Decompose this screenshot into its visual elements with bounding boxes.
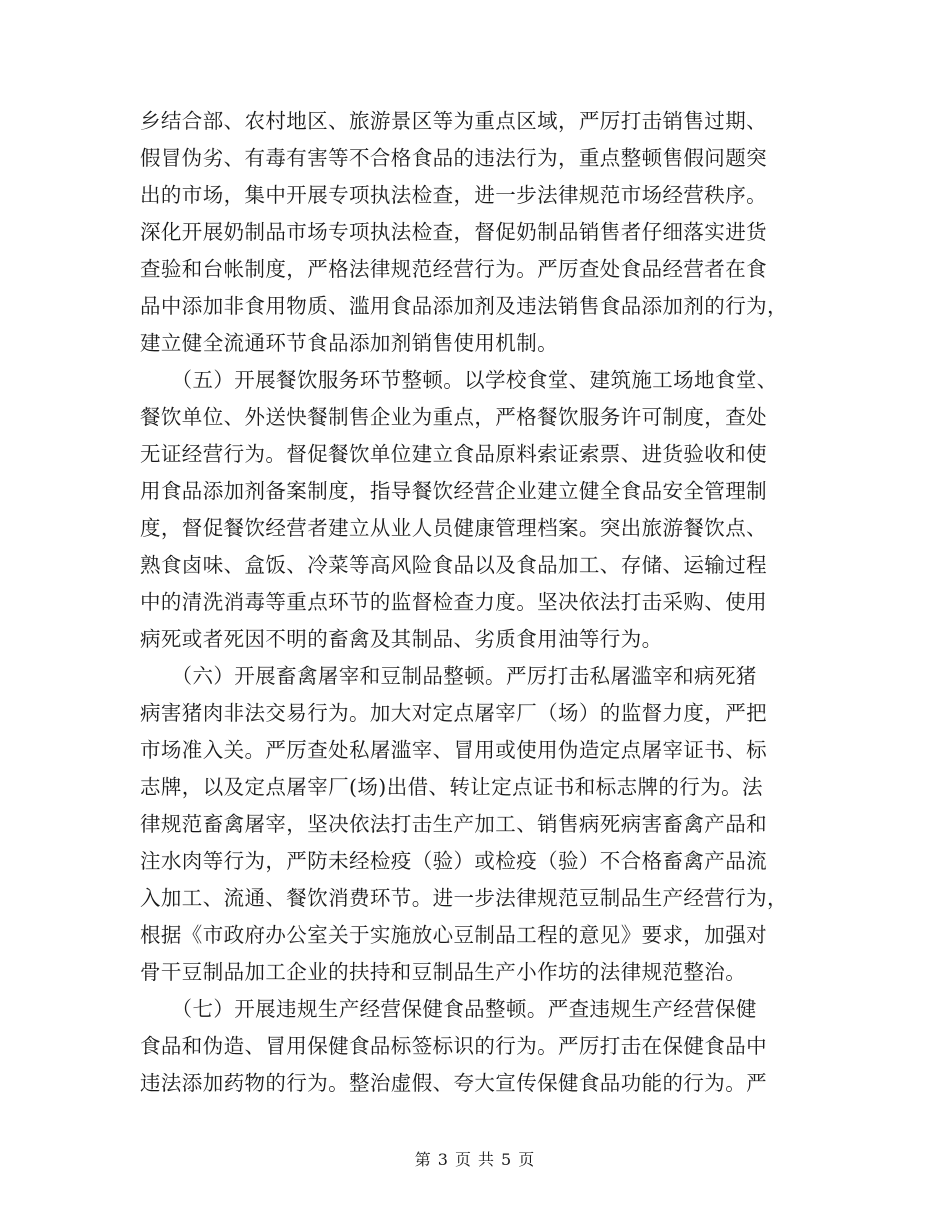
text-line: 品中添加非食用物质、滥用食品添加剂及违法销售食品添加剂的行为， xyxy=(140,294,788,318)
text-line: 餐饮单位、外送快餐制售企业为重点，严格餐饮服务许可制度，查处 xyxy=(140,405,767,429)
text-line: 入加工、流通、餐饮消费环节。进一步法律规范豆制品生产经营行为， xyxy=(140,886,788,910)
text-line: 用食品添加剂备案制度，指导餐饮经营企业建立健全食品安全管理制 xyxy=(140,479,767,503)
text-line: 熟食卤味、盒饭、冷菜等高风险食品以及食品加工、存储、运输过程 xyxy=(140,553,767,577)
total-page-count: 5 xyxy=(501,1150,513,1169)
page-footer xyxy=(0,1147,950,1170)
footer-suffix: 页 xyxy=(518,1150,536,1169)
text-line: 乡结合部、农村地区、旅游景区等为重点区域，严厉打击销售过期、 xyxy=(140,109,767,133)
text-line: 建立健全流通环节食品添加剂销售使用机制。 xyxy=(140,331,558,355)
text-line: 注水肉等行为，严防未经检疫（验）或检疫（验）不合格畜禽产品流 xyxy=(140,849,767,873)
text-line: 市场准入关。严厉查处私屠滥宰、冒用或使用伪造定点屠宰证书、标 xyxy=(140,738,767,762)
text-line: 假冒伪劣、有毒有害等不合格食品的违法行为，重点整顿售假问题突 xyxy=(140,146,767,170)
current-page-number: 3 xyxy=(437,1150,449,1169)
text-line: （六）开展畜禽屠宰和豆制品整顿。严厉打击私屠滥宰和病死猪 xyxy=(140,664,757,688)
document-body xyxy=(140,103,820,1102)
text-line: 无证经营行为。督促餐饮单位建立食品原料索证索票、进货验收和使 xyxy=(140,442,767,466)
text-line: 中的清洗消毒等重点环节的监督检查力度。坚决依法打击采购、使用 xyxy=(140,590,767,614)
text-line: 病害猪肉非法交易行为。加大对定点屠宰厂（场）的监督力度，严把 xyxy=(140,701,767,725)
text-line: 出的市场，集中开展专项执法检查，进一步法律规范市场经营秩序。 xyxy=(140,183,767,207)
text-line: 食品和伪造、冒用保健食品标签标识的行为。严厉打击在保健食品中 xyxy=(140,1034,767,1058)
text-line: 深化开展奶制品市场专项执法检查，督促奶制品销售者仔细落实进货 xyxy=(140,220,767,244)
text-line: 查验和台帐制度，严格法律规范经营行为。严厉查处食品经营者在食 xyxy=(140,257,767,281)
text-line: 骨干豆制品加工企业的扶持和豆制品生产小作坊的法律规范整治。 xyxy=(140,960,747,984)
text-line: 律规范畜禽屠宰，坚决依法打击生产加工、销售病死病害畜禽产品和 xyxy=(140,812,767,836)
footer-middle: 页 共 xyxy=(454,1150,496,1169)
footer-prefix: 第 xyxy=(414,1150,432,1169)
text-line: 度，督促餐饮经营者建立从业人员健康管理档案。突出旅游餐饮点、 xyxy=(140,516,767,540)
text-line: （七）开展违规生产经营保健食品整顿。严查违规生产经营保健 xyxy=(140,997,757,1021)
text-line: 根据《市政府办公室关于实施放心豆制品工程的意见》要求，加强对 xyxy=(140,923,767,947)
text-line: 病死或者死因不明的畜禽及其制品、劣质食用油等行为。 xyxy=(140,627,663,651)
text-line: 志牌，以及定点屠宰厂(场)出借、转让定点证书和标志牌的行为。法 xyxy=(140,775,763,799)
text-line: 违法添加药物的行为。整治虚假、夸大宣传保健食品功能的行为。严 xyxy=(140,1071,767,1095)
text-line: （五）开展餐饮服务环节整顿。以学校食堂、建筑施工场地食堂、 xyxy=(140,368,778,392)
